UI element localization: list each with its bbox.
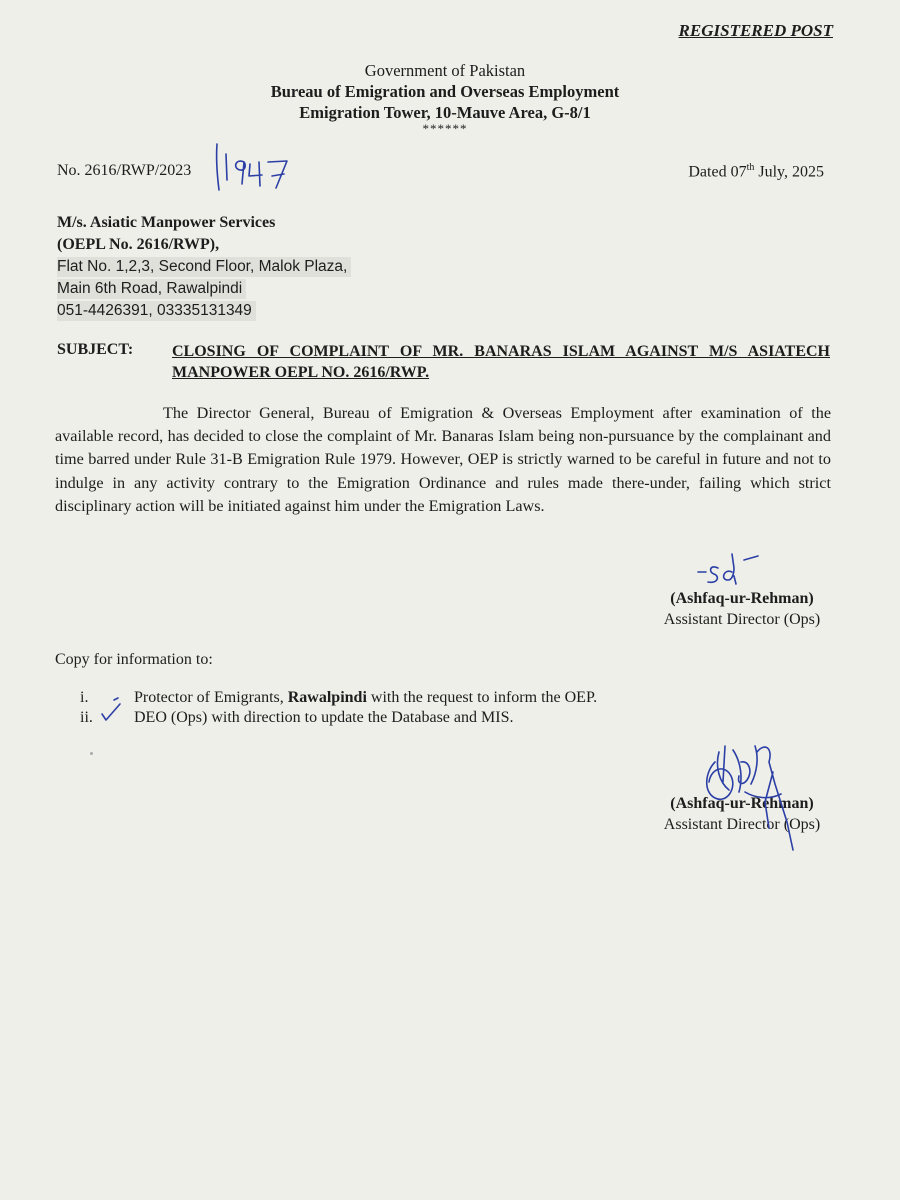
addressee-address-line-2: Main 6th Road, Rawalpindi (57, 279, 246, 299)
copy-item-text: DEO (Ops) with direction to update the Database and MIS. (134, 709, 514, 726)
signature-block-1 (610, 588, 874, 630)
copy-item-number: ii. (80, 709, 93, 726)
addressee-address-line-1: Flat No. 1,2,3, Second Floor, Malok Plaza, (57, 257, 351, 277)
letterhead (0, 60, 890, 135)
addressee-block (57, 212, 351, 322)
copy-item-text: Protector of Emigrants, Rawalpindi with the request to inform the OEP. (134, 689, 598, 706)
letterhead-bureau: Bureau of Emigration and Overseas Employment (270, 82, 620, 101)
reference-number: No. 2616/RWP/2023 (57, 162, 192, 179)
signatory-name-2: (Ashfaq-ur-Rehman) (670, 795, 814, 812)
signature-block-2 (610, 793, 874, 835)
signatory-title-1: Assistant Director (Ops) (663, 611, 821, 628)
registered-post-label: REGISTERED POST (678, 21, 833, 40)
letterhead-government: Government of Pakistan (364, 61, 526, 80)
letterhead-address: Emigration Tower, 10-Mauve Area, G-8/1 (299, 103, 591, 122)
subject-text: CLOSING OF COMPLAINT OF MR. BANARAS ISLAM AGAINST M/S ASIATECH MANPOWER OEPL NO. 2616/RWP. (172, 343, 830, 381)
handwritten-diary-number (212, 140, 302, 192)
letter-date: Dated 07th July, 2025 (688, 162, 824, 181)
body-paragraph: The Director General, Bureau of Emigration & Overseas Employment after examination of the available record, has decided to close the complaint of Mr. Banaras Islam being non-pursuance by the complainant and time barred under Rule 31-B Emigration Rule 1979. However, OEP is strictly warned to be careful in future and not to indulge in any activity contrary to the Emigration Ordinance and rules made there-under, failing which strict disciplinary action will be initiated against him under the Emigration Laws. (55, 404, 831, 515)
addressee-name: M/s. Asiatic Manpower Services (57, 214, 276, 231)
letterhead-stars: ****** (422, 121, 468, 136)
addressee-phone: 051-4426391, 03335131349 (57, 301, 256, 321)
checkmark-icon (96, 694, 126, 724)
copy-item-number: i. (80, 689, 89, 706)
copy-to-heading: Copy for information to: (55, 651, 213, 668)
addressee-oepl: (OEPL No. 2616/RWP), (57, 236, 220, 253)
subject-label: SUBJECT: (57, 341, 134, 358)
signatory-name-1: (Ashfaq-ur-Rehman) (670, 590, 814, 607)
speck (90, 752, 93, 755)
signatory-title-2: Assistant Director (Ops) (663, 816, 821, 833)
sd-signature-mark (696, 550, 766, 590)
